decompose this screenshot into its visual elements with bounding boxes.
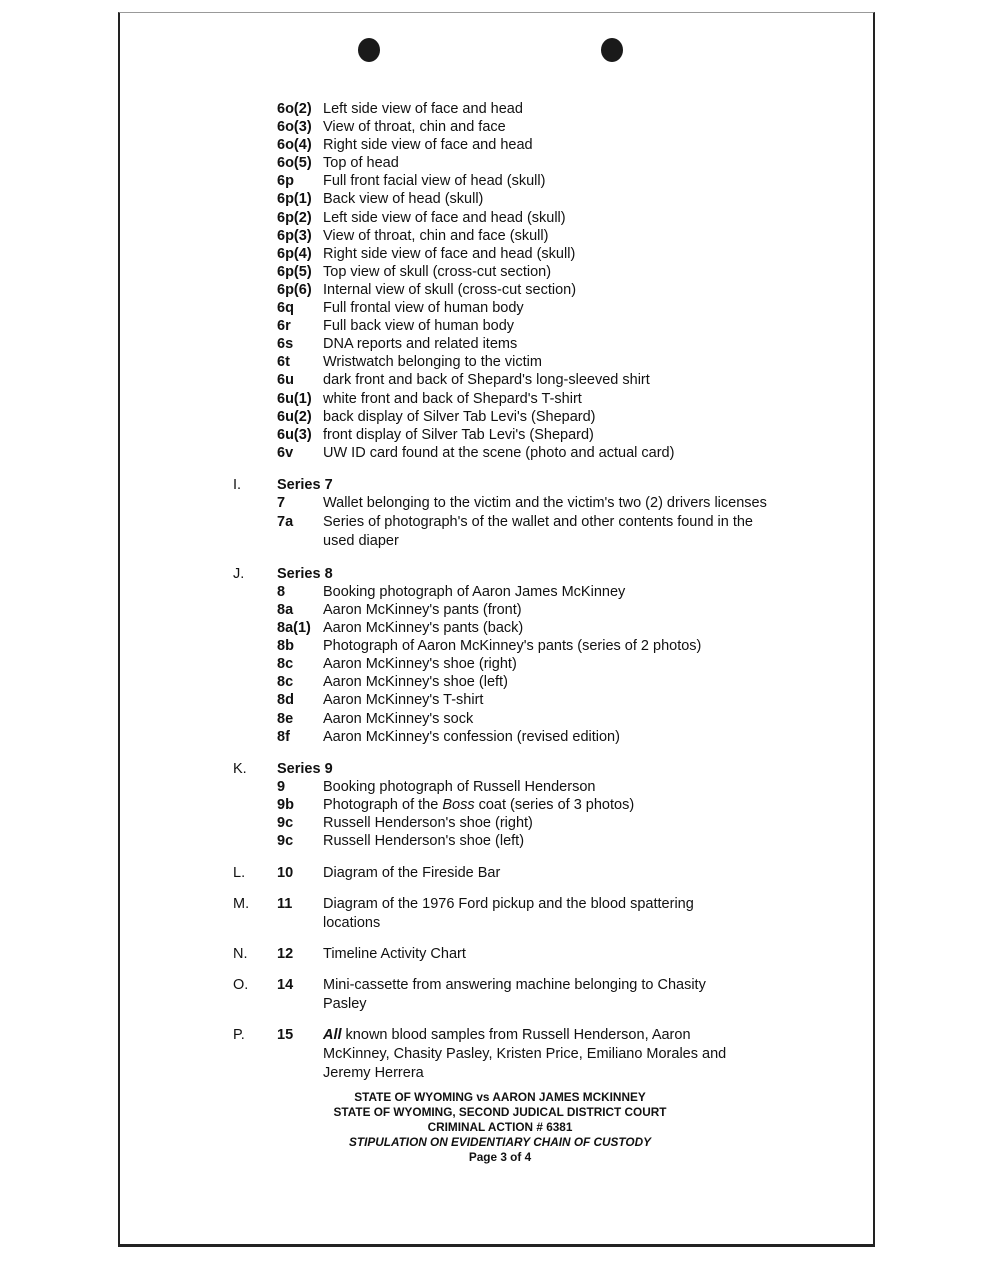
entry-n bbox=[230, 945, 790, 964]
item-code: 6p(3) bbox=[277, 227, 312, 244]
punch-hole-left bbox=[358, 38, 380, 62]
list-item bbox=[230, 637, 790, 655]
list-item bbox=[230, 494, 790, 513]
item-code: 9b bbox=[277, 796, 294, 813]
list-item bbox=[230, 601, 790, 619]
section-title: Series 8 bbox=[277, 565, 333, 582]
item-description: UW ID card found at the scene (photo and actual card) bbox=[323, 444, 675, 461]
list-item bbox=[230, 335, 790, 353]
item-description-emphasis: All bbox=[323, 1027, 342, 1044]
section-letter: K. bbox=[233, 760, 247, 777]
item-code: 6o(4) bbox=[277, 137, 312, 154]
item-code: 6p(4) bbox=[277, 245, 312, 262]
section-letter: P. bbox=[233, 1027, 245, 1044]
item-description bbox=[323, 796, 634, 814]
footer-case-title: STATE OF WYOMING vs AARON JAMES MCKINNEY bbox=[354, 1090, 646, 1104]
list-item bbox=[230, 832, 790, 850]
list-item bbox=[230, 796, 790, 814]
item-code: 6p(5) bbox=[277, 263, 312, 280]
item-code: 6o(2) bbox=[277, 101, 312, 117]
entry-o bbox=[230, 976, 790, 1014]
item-description: DNA reports and related items bbox=[323, 336, 518, 353]
list-item bbox=[230, 299, 790, 317]
item-code: 6p(1) bbox=[277, 191, 312, 208]
section-letter: L. bbox=[233, 865, 246, 882]
entry-l bbox=[230, 864, 790, 883]
item-description: Full frontal view of human body bbox=[323, 300, 524, 317]
item-code: 6q bbox=[277, 300, 294, 317]
footer-action-number: CRIMINAL ACTION # 6381 bbox=[427, 1120, 573, 1134]
list-item bbox=[230, 728, 790, 746]
item-code: 15 bbox=[277, 1027, 294, 1044]
item-code: 8 bbox=[277, 583, 286, 600]
item-description-text: Photograph of the bbox=[323, 796, 443, 813]
section-letter: I. bbox=[233, 476, 242, 493]
section-title: Series 9 bbox=[277, 760, 333, 777]
item-code: 8b bbox=[277, 638, 294, 655]
section-letter: M. bbox=[233, 896, 250, 913]
item-code: 9c bbox=[277, 833, 294, 849]
item-code: 9 bbox=[277, 778, 286, 795]
item-code: 6s bbox=[277, 336, 294, 353]
list-item bbox=[230, 209, 790, 227]
item-code: 12 bbox=[277, 946, 294, 963]
item-code: 8e bbox=[277, 710, 294, 727]
item-description: Photograph of Aaron McKinney's pants (series of 2 photos) bbox=[323, 638, 702, 655]
item-description: Diagram of the Fireside Bar bbox=[323, 865, 501, 882]
item-description: Timeline Activity Chart bbox=[323, 946, 466, 963]
list-item bbox=[230, 190, 790, 208]
item-code: 9c bbox=[277, 814, 294, 831]
item-description: Booking photograph of Aaron James McKinney bbox=[323, 583, 626, 600]
list-item bbox=[230, 814, 790, 832]
list-item bbox=[230, 100, 790, 118]
item-description: Right side view of face and head (skull) bbox=[323, 245, 576, 262]
item-code: 8d bbox=[277, 692, 294, 709]
item-description: Aaron McKinney's shoe (right) bbox=[323, 656, 517, 673]
item-description: Aaron McKinney's T-shirt bbox=[323, 692, 484, 709]
item-description: Right side view of face and head bbox=[323, 137, 533, 154]
item-code: 8c bbox=[277, 674, 294, 691]
item-description: Aaron McKinney's sock bbox=[323, 710, 474, 727]
item-description: Internal view of skull (cross-cut section) bbox=[323, 281, 577, 298]
list-item bbox=[230, 778, 790, 796]
entry-p bbox=[230, 1026, 790, 1083]
list-item bbox=[230, 426, 790, 444]
item-description: Aaron McKinney's pants (back) bbox=[323, 620, 524, 637]
section-letter: J. bbox=[233, 565, 245, 582]
list-item bbox=[230, 655, 790, 673]
item-description: Mini-cassette from answering machine belonging to Chasity Pasley bbox=[323, 977, 706, 1013]
item-description: Full back view of human body bbox=[323, 318, 515, 335]
item-code: 6u(1) bbox=[277, 390, 312, 407]
item-code: 8a bbox=[277, 601, 294, 618]
item-description: Aaron McKinney's confession (revised edition) bbox=[323, 728, 620, 745]
item-description: Left side view of face and head bbox=[323, 101, 523, 117]
section-heading-series-8 bbox=[230, 565, 790, 583]
item-code: 6p bbox=[277, 173, 294, 190]
item-code: 14 bbox=[277, 977, 294, 994]
list-item bbox=[230, 245, 790, 263]
item-description: white front and back of Shepard's T-shirt bbox=[323, 390, 582, 407]
item-description: back display of Silver Tab Levi's (Shepard) bbox=[323, 408, 596, 425]
punch-hole-right bbox=[601, 38, 623, 62]
item-code: 8f bbox=[277, 728, 290, 745]
item-code: 6u(2) bbox=[277, 408, 312, 425]
item-description: Left side view of face and head (skull) bbox=[323, 209, 566, 226]
item-description: Russell Henderson's shoe (right) bbox=[323, 814, 533, 831]
item-code: 6v bbox=[277, 444, 294, 461]
evidence-list bbox=[230, 100, 790, 1083]
section-heading-series-7 bbox=[230, 476, 790, 494]
item-code: 6u bbox=[277, 372, 294, 389]
list-item bbox=[230, 118, 790, 136]
list-item bbox=[230, 136, 790, 154]
item-description: Diagram of the 1976 Ford pickup and the blood spattering locations bbox=[323, 896, 694, 932]
item-description: Series of photograph's of the wallet and other contents found in the used diaper bbox=[323, 513, 754, 549]
item-code: 7 bbox=[277, 494, 286, 511]
item-code: 6o(3) bbox=[277, 119, 312, 136]
item-description: View of throat, chin and face (skull) bbox=[323, 227, 549, 244]
list-item bbox=[230, 673, 790, 691]
item-code: 8c bbox=[277, 656, 294, 673]
entry-m bbox=[230, 895, 790, 933]
item-description: Wallet belonging to the victim and the victim's two (2) drivers licenses bbox=[323, 494, 767, 511]
item-description: Booking photograph of Russell Henderson bbox=[323, 778, 596, 795]
list-item bbox=[230, 390, 790, 408]
item-description: Aaron McKinney's pants (front) bbox=[323, 601, 522, 618]
item-description: front display of Silver Tab Levi's (Shepard) bbox=[323, 426, 594, 443]
list-item bbox=[230, 408, 790, 426]
section-letter: O. bbox=[233, 977, 249, 994]
list-item bbox=[230, 281, 790, 299]
section-heading-series-9 bbox=[230, 760, 790, 778]
item-code: 7a bbox=[277, 513, 294, 530]
list-item bbox=[230, 154, 790, 172]
list-item bbox=[230, 263, 790, 281]
item-description: Full front facial view of head (skull) bbox=[323, 173, 546, 190]
item-description-text: coat (series of 3 photos) bbox=[474, 796, 635, 813]
list-item bbox=[230, 583, 790, 601]
list-item bbox=[230, 172, 790, 190]
section-title: Series 7 bbox=[277, 476, 333, 493]
item-description-text: known blood samples from Russell Henderson, Aaron McKinney, Chasity Pasley, Kristen Price, Emiliano Morales and Jeremy Herrera bbox=[323, 1027, 727, 1082]
item-code: 11 bbox=[277, 896, 293, 913]
item-code: 6o(5) bbox=[277, 155, 312, 172]
footer-document-title: STIPULATION ON EVIDENTIARY CHAIN OF CUSTODY bbox=[349, 1135, 651, 1149]
item-description: Wristwatch belonging to the victim bbox=[323, 354, 542, 371]
item-description: Top view of skull (cross-cut section) bbox=[323, 263, 552, 280]
list-item bbox=[230, 371, 790, 389]
item-description: Back view of head (skull) bbox=[323, 191, 484, 208]
list-item bbox=[230, 317, 790, 335]
footer-court: STATE OF WYOMING, SECOND JUDICAL DISTRICT COURT bbox=[333, 1105, 667, 1119]
item-description bbox=[323, 1026, 753, 1083]
list-item bbox=[230, 444, 790, 462]
list-item bbox=[230, 513, 790, 551]
list-item bbox=[230, 353, 790, 371]
item-description: Russell Henderson's shoe (left) bbox=[323, 833, 525, 849]
item-description: dark front and back of Shepard's long-sleeved shirt bbox=[323, 372, 650, 389]
item-code: 10 bbox=[277, 865, 294, 882]
section-letter: N. bbox=[233, 946, 248, 963]
item-code: 6r bbox=[277, 318, 291, 335]
item-code: 8a(1) bbox=[277, 620, 311, 637]
list-item bbox=[230, 691, 790, 709]
item-code: 6p(6) bbox=[277, 281, 312, 298]
document-footer bbox=[300, 1090, 700, 1165]
item-description: Aaron McKinney's shoe (left) bbox=[323, 674, 508, 691]
item-description-emphasis: Boss bbox=[442, 796, 475, 813]
item-description: View of throat, chin and face bbox=[323, 119, 506, 136]
item-code: 6u(3) bbox=[277, 426, 312, 443]
list-item bbox=[230, 227, 790, 245]
item-code: 6t bbox=[277, 354, 290, 371]
list-item bbox=[230, 710, 790, 728]
footer-page-number: Page 3 of 4 bbox=[468, 1150, 532, 1164]
list-item bbox=[230, 619, 790, 637]
item-code: 6p(2) bbox=[277, 209, 312, 226]
item-description: Top of head bbox=[323, 155, 399, 172]
